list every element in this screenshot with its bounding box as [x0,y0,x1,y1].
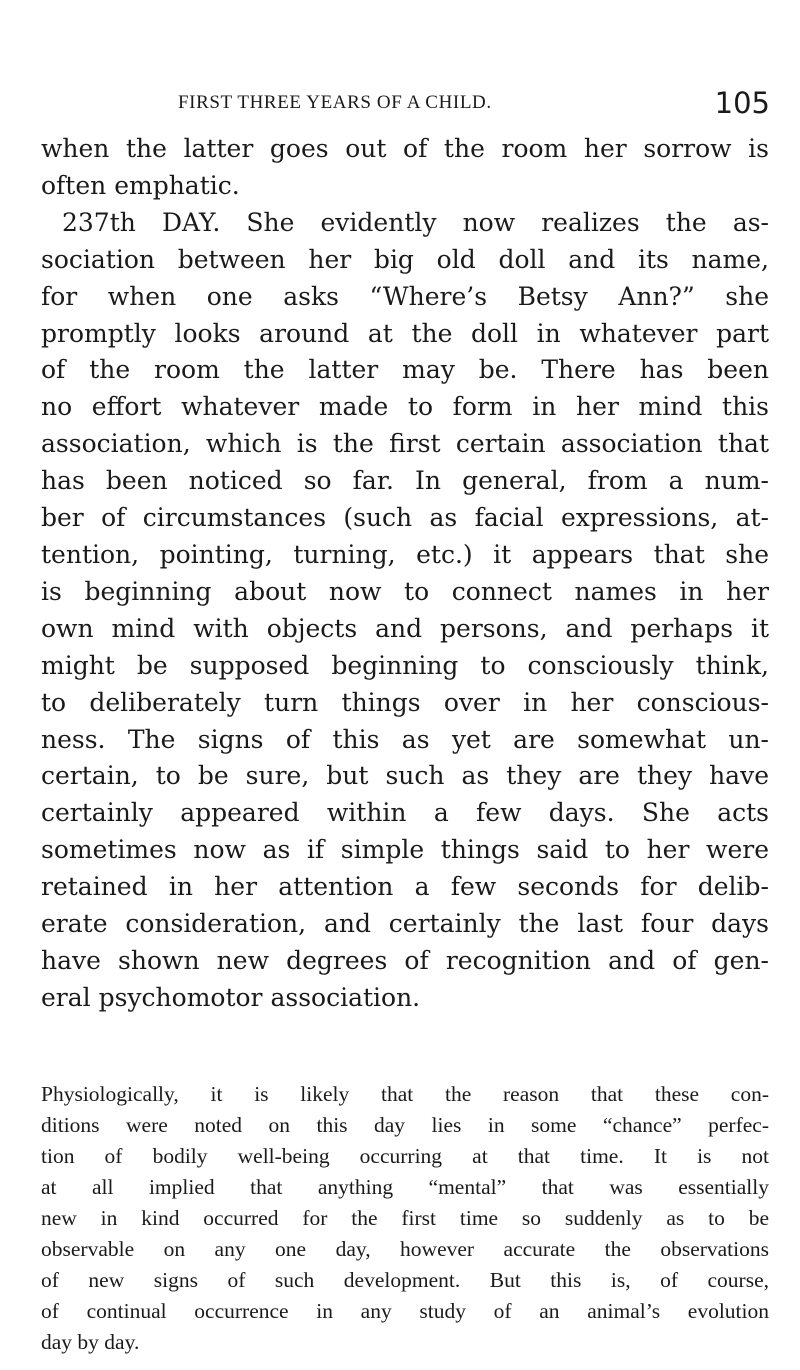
body-line: own mind with objects and persons, and perhaps it [41,613,769,643]
body-text [41,131,769,1017]
body-line: 237th DAY. She evidently now realizes the as- [62,207,769,237]
body-line: erate consideration, and certainly the last four days [41,909,769,939]
page-number: 105 [714,86,770,120]
body-line: sometimes now as if simple things said to her were [41,835,769,865]
body-line: often emphatic. [41,170,240,200]
body-line: certain, to be sure, but such as they are they have [41,761,769,791]
body-line: when the latter goes out of the room her sorrow is [41,134,769,163]
note-line: tion of bodily well-being occurring at that time. It is not [41,1144,769,1168]
note-line: Physiologically, it is likely that the reason that these con- [41,1082,769,1106]
body-line: ber of circumstances (such as facial expressions, at- [41,503,769,533]
note-line: day by day. [41,1330,140,1354]
body-line: sociation between her big old doll and its name, [41,244,769,274]
body-line: might be supposed beginning to consciously think, [41,650,769,680]
running-title: FIRST THREE YEARS OF A CHILD. [178,92,492,113]
note-line: at all implied that anything “mental” that was essentially [41,1175,769,1199]
note-line: new in kind occurred for the first time so suddenly as to be [41,1206,769,1230]
body-line: certainly appeared within a few days. She acts [41,798,769,828]
body-line: no effort whatever made to form in her mind this [41,392,769,422]
body-line: promptly looks around at the doll in whatever part [41,318,769,348]
body-line: to deliberately turn things over in her conscious- [41,687,769,717]
body-line: tention, pointing, turning, etc.) it appears that she [41,539,769,569]
body-line: for when one asks “Where’s Betsy Ann?” she [41,281,769,311]
note-paragraph [41,1079,769,1358]
body-line: ness. The signs of this as yet are somewhat un- [41,724,769,754]
body-line: retained in her attention a few seconds for delib- [41,872,769,902]
body-line: association, which is the first certain association that [41,429,769,459]
body-line: have shown new degrees of recognition and of gen- [41,945,769,975]
body-line: has been noticed so far. In general, from a num- [41,466,769,496]
note-line: of new signs of such development. But this is, of course, [41,1268,769,1292]
body-line: of the room the latter may be. There has been [41,355,769,385]
body-line: is beginning about now to connect names in her [41,576,769,606]
running-header [40,86,770,126]
note-line: ditions were noted on this day lies in some “chance” perfec- [41,1113,769,1137]
body-line: eral psychomotor association. [41,982,421,1012]
note-line: observable on any one day, however accurate the observations [41,1237,769,1261]
note-line: of continual occurrence in any study of an animal’s evolution [41,1299,769,1323]
